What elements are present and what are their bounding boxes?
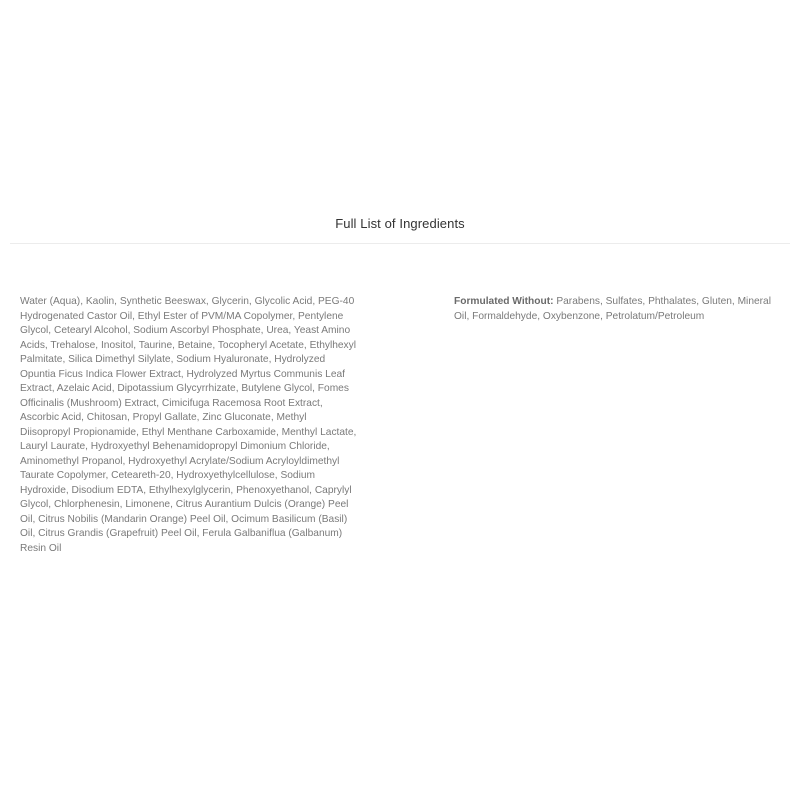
formulated-without-text: Parabens, Sulfates, Phthalates, Gluten, Mineral Oil, Formaldehyde, Oxybenzone, Petrolatum/Petroleum bbox=[454, 296, 771, 322]
section-divider bbox=[10, 243, 790, 244]
section-title: Full List of Ingredients bbox=[335, 216, 465, 231]
formulated-without bbox=[454, 295, 786, 324]
ingredients-list: Water (Aqua), Kaolin, Synthetic Beeswax, Glycerin, Glycolic Acid, PEG-40 Hydrogenated Castor Oil, Ethyl Ester of PVM/MA Copolymer, Pentylene Glycol, Cetearyl Alcohol, Sodium Ascorbyl Phosphate, Urea, Yeast Amino Acids, Trehalose, Inositol, Taurine, Betaine, Tocopheryl Acetate, Ethylhexyl Palmitate, Silica Dimethyl Silylate, Sodium Hyaluronate, Hydrolyzed Opuntia Ficus Indica Flower Extract, Hydrolyzed Myrtus Communis Leaf Extract, Azelaic Acid, Dipotassium Glycyrrhizate, Butylene Glycol, Fomes Officinalis (Mushroom) Extract, Cimicifuga Racemosa Root Extract, Ascorbic Acid, Chitosan, Propyl Gallate, Zinc Gluconate, Methyl Diisopropyl Propionamide, Ethyl Menthane Carboxamide, Menthyl Lactate, Lauryl Laurate, Hydroxyethyl Behenamidopropyl Dimonium Chloride, Aminomethyl Propanol, Hydroxyethyl Acrylate/Sodium Acryloyldimethyl Taurate Copolymer, Ceteareth-20, Hydroxyethylcellulose, Sodium Hydroxide, Disodium EDTA, Ethylhexylglycerin, Phenoxyethanol, Caprylyl Glycol, Chlorphenesin, Limonene, Citrus Aurantium Dulcis (Orange) Peel Oil, Citrus Nobilis (Mandarin Orange) Peel Oil, Ocimum Basilicum (Basil) Oil, Citrus Grandis (Grapefruit) Peel Oil, Ferula Galbaniflua (Galbanum) Resin Oil bbox=[20, 296, 357, 554]
formulated-without-label: Formulated Without: bbox=[454, 296, 554, 307]
